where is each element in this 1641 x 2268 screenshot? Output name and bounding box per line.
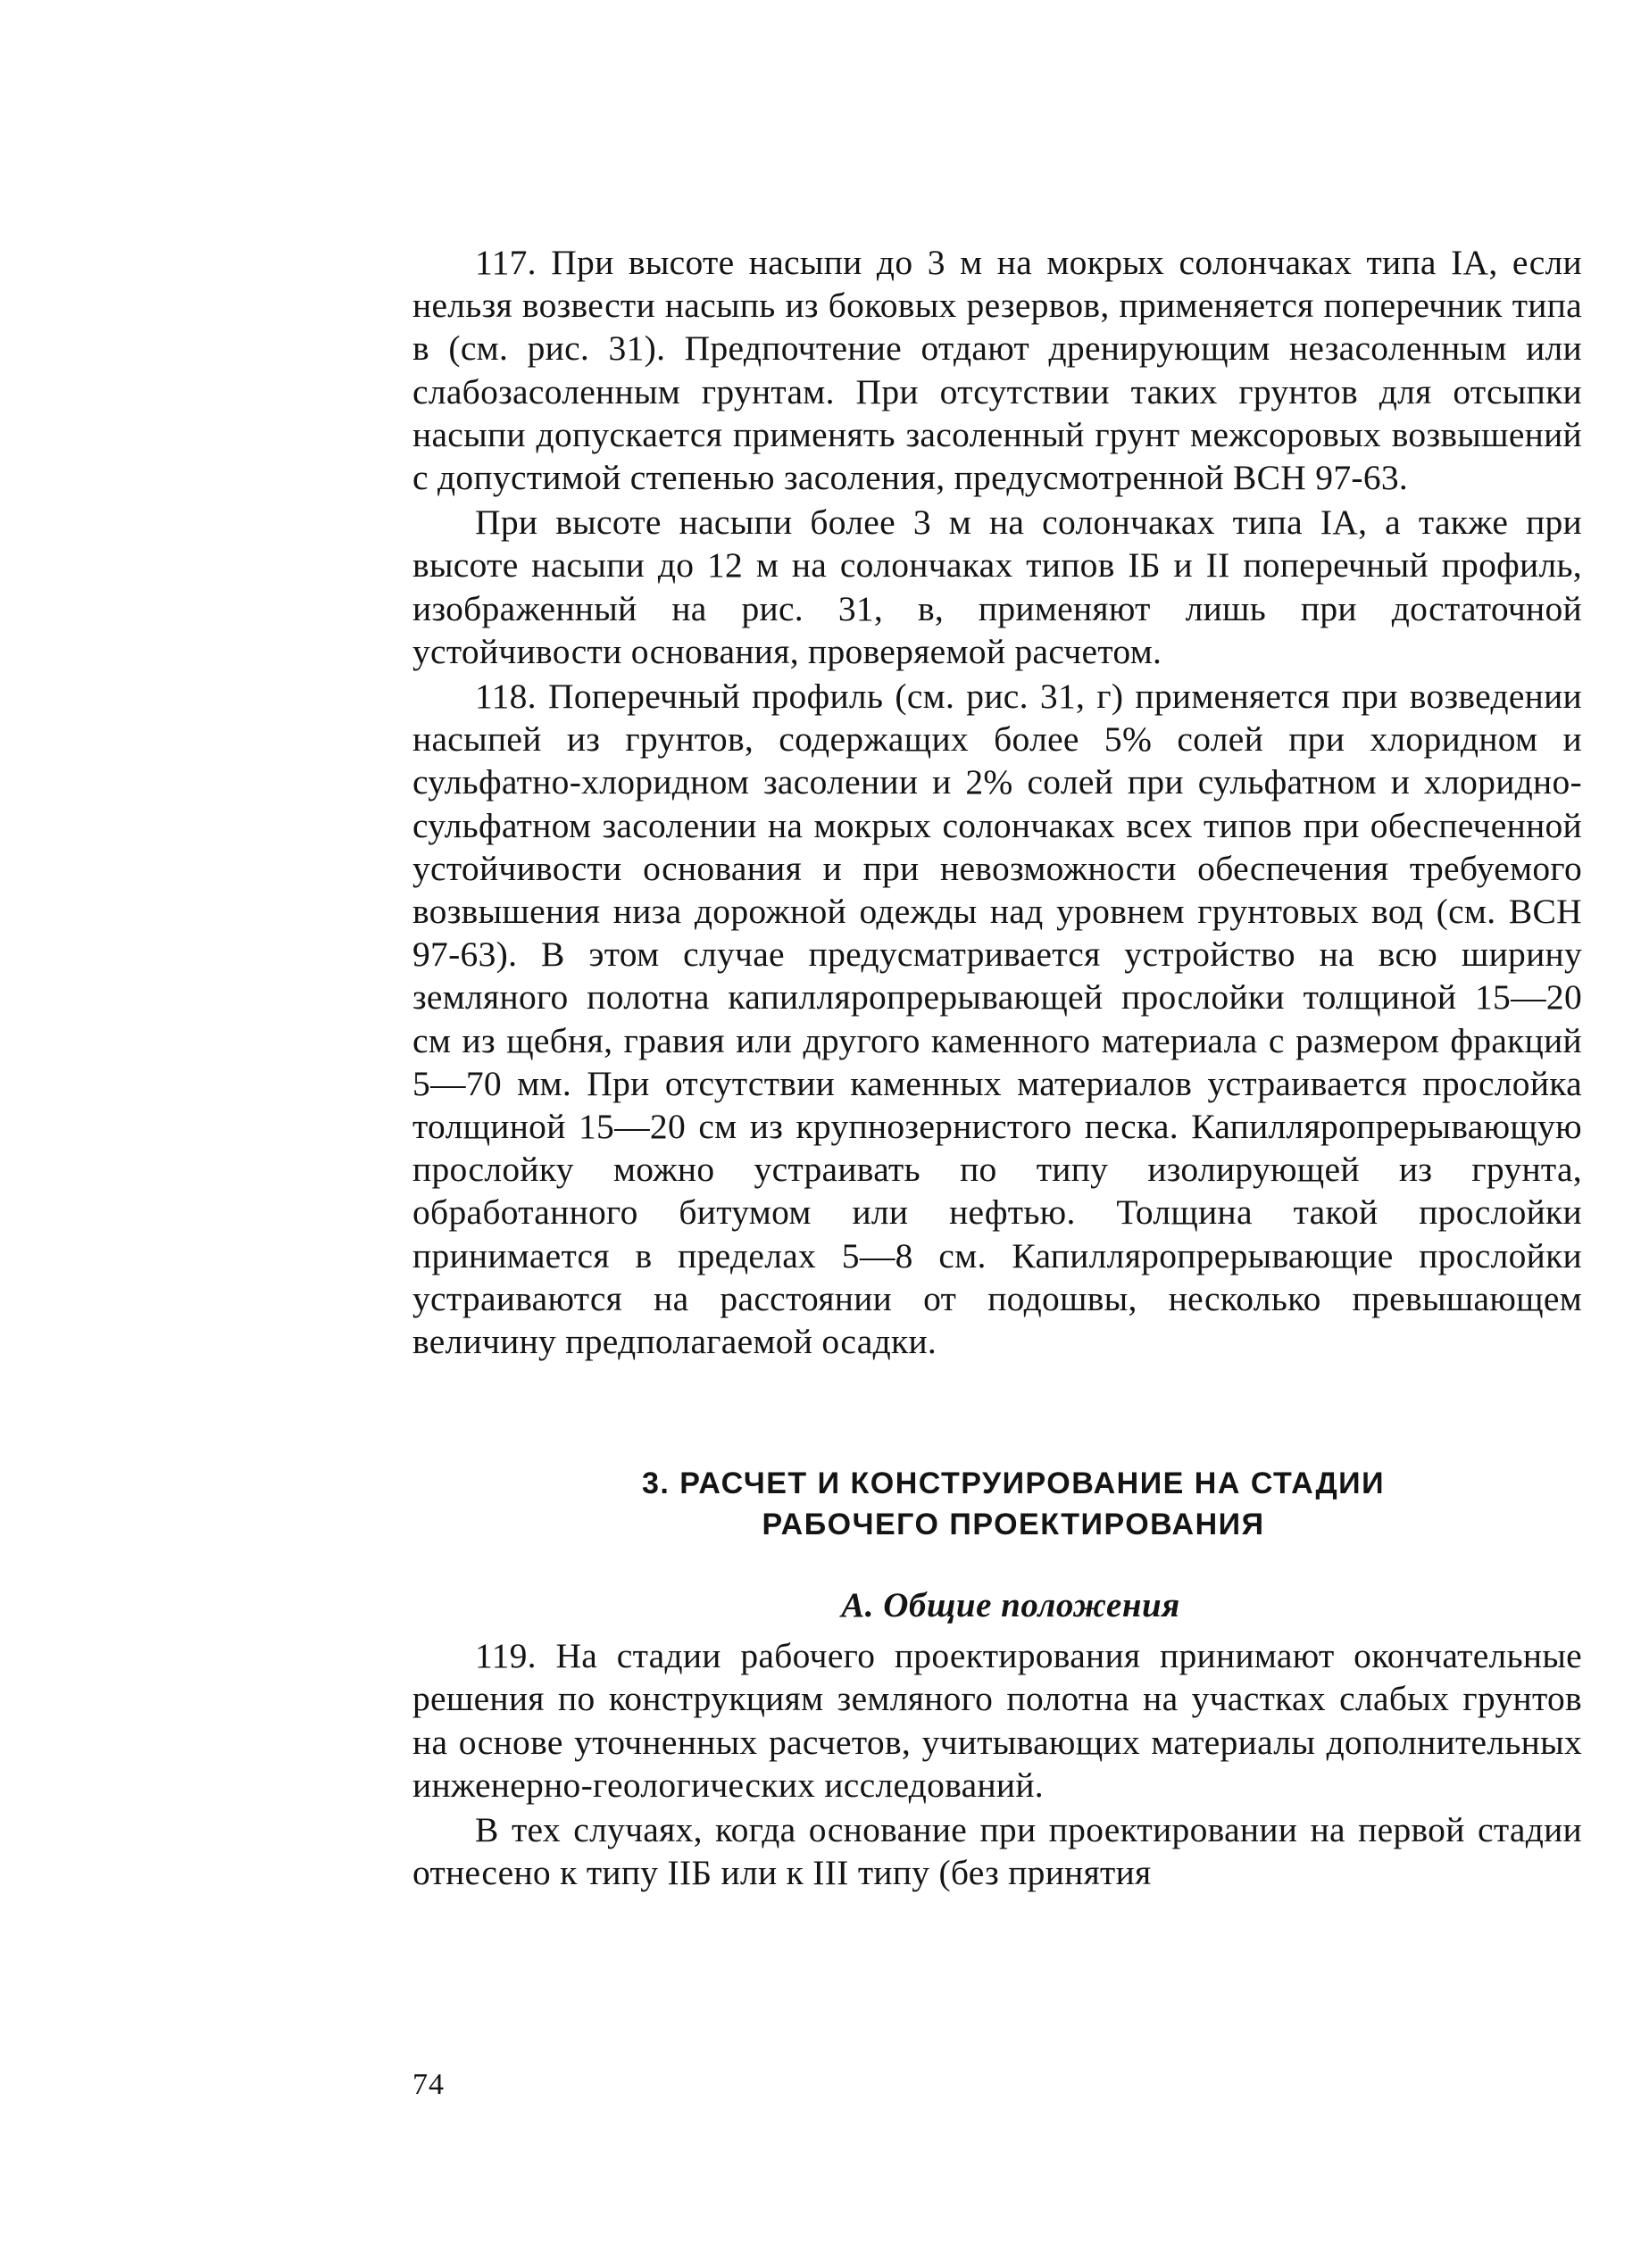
section-heading-line-1: 3. РАСЧЕТ И КОНСТРУИРОВАНИЕ НА СТАДИИ — [641, 1466, 1386, 1501]
section-heading-line-2: РАБОЧЕГО ПРОЕКТИРОВАНИЯ — [762, 1508, 1265, 1542]
paragraph-119-continued: В тех случаях, когда основание при проектировании на первой стадии отнесено к типу IIБ или к III типу (без принятия — [412, 1810, 1582, 1893]
page-body — [412, 241, 1582, 1895]
paragraph-118: 118. Поперечный профиль (см. рис. 31, г) применяется при возведении насыпей из грунтов, содержащих более 5% солей при хлоридном и сульфатно-хлоридном засолении и 2% солей при сульфатном и хлоридно-сульфатном засолении на мокрых солончаках всех типов при обеспеченной устойчивости основания и при невозможности обеспечения требуемого возвышения низа дорожной одежды над уровнем грунтовых вод (см. ВСН 97-63). В этом случае предусматривается устройство на всю ширину земляного полотна капилляропрерывающей прослойки толщиной 15—20 см из щебня, гравия или другого каменного материала с размером фракций 5—70 мм. При отсутствии каменных материалов устраивается прослойка толщиной 15—20 см из крупнозернистого песка. Капилляропрерывающую прослойку можно устраивать по типу изолирующей из грунта, обработанного битумом или нефтью. Толщина такой прослойки принимается в пределах 5—8 см. Капилляропрерывающие прослойки устраиваются на расстоянии от подошвы, несколько превышающем величину предполагаемой осадки. — [412, 677, 1582, 1362]
spacer — [412, 1363, 1582, 1463]
spacer — [412, 1627, 1582, 1634]
paragraph-119: 119. На стадии рабочего проектирования принимают окончательные решения по конструкциям земляного полотна на участках слабых грунтов на основе уточненных расчетов, учитывающих материалы дополнительных инженерно-геологических исследований. — [412, 1636, 1582, 1805]
paragraph-117: 117. При высоте насыпи до 3 м на мокрых солончаках типа IА, если нельзя возвести насыпь из боковых резервов, применяется поперечник типа в (см. рис. 31). Предпочтение отдают дренирующим незасоленным или слабозасоленным грунтам. При отсутствии таких грунтов для отсыпки насыпи допускается применять засоленный грунт межсоровых возвышений с допустимой степенью засоления, предусмотренной ВСН 97-63. — [412, 243, 1582, 498]
paragraph-117-continued: При высоте насыпи более 3 м на солончаках типа IА, а также при высоте насыпи до 12 м на солончаках типов IБ и II поперечный профиль, изображенный на рис. 31, в, применяют лишь при достаточной устойчивости основания, проверяемой расчетом. — [412, 503, 1582, 671]
page-number: 74 — [412, 2068, 445, 2101]
subheading: А. Общие положения — [841, 1586, 1180, 1625]
spacer — [412, 1545, 1582, 1584]
section-heading — [412, 1463, 1582, 1545]
